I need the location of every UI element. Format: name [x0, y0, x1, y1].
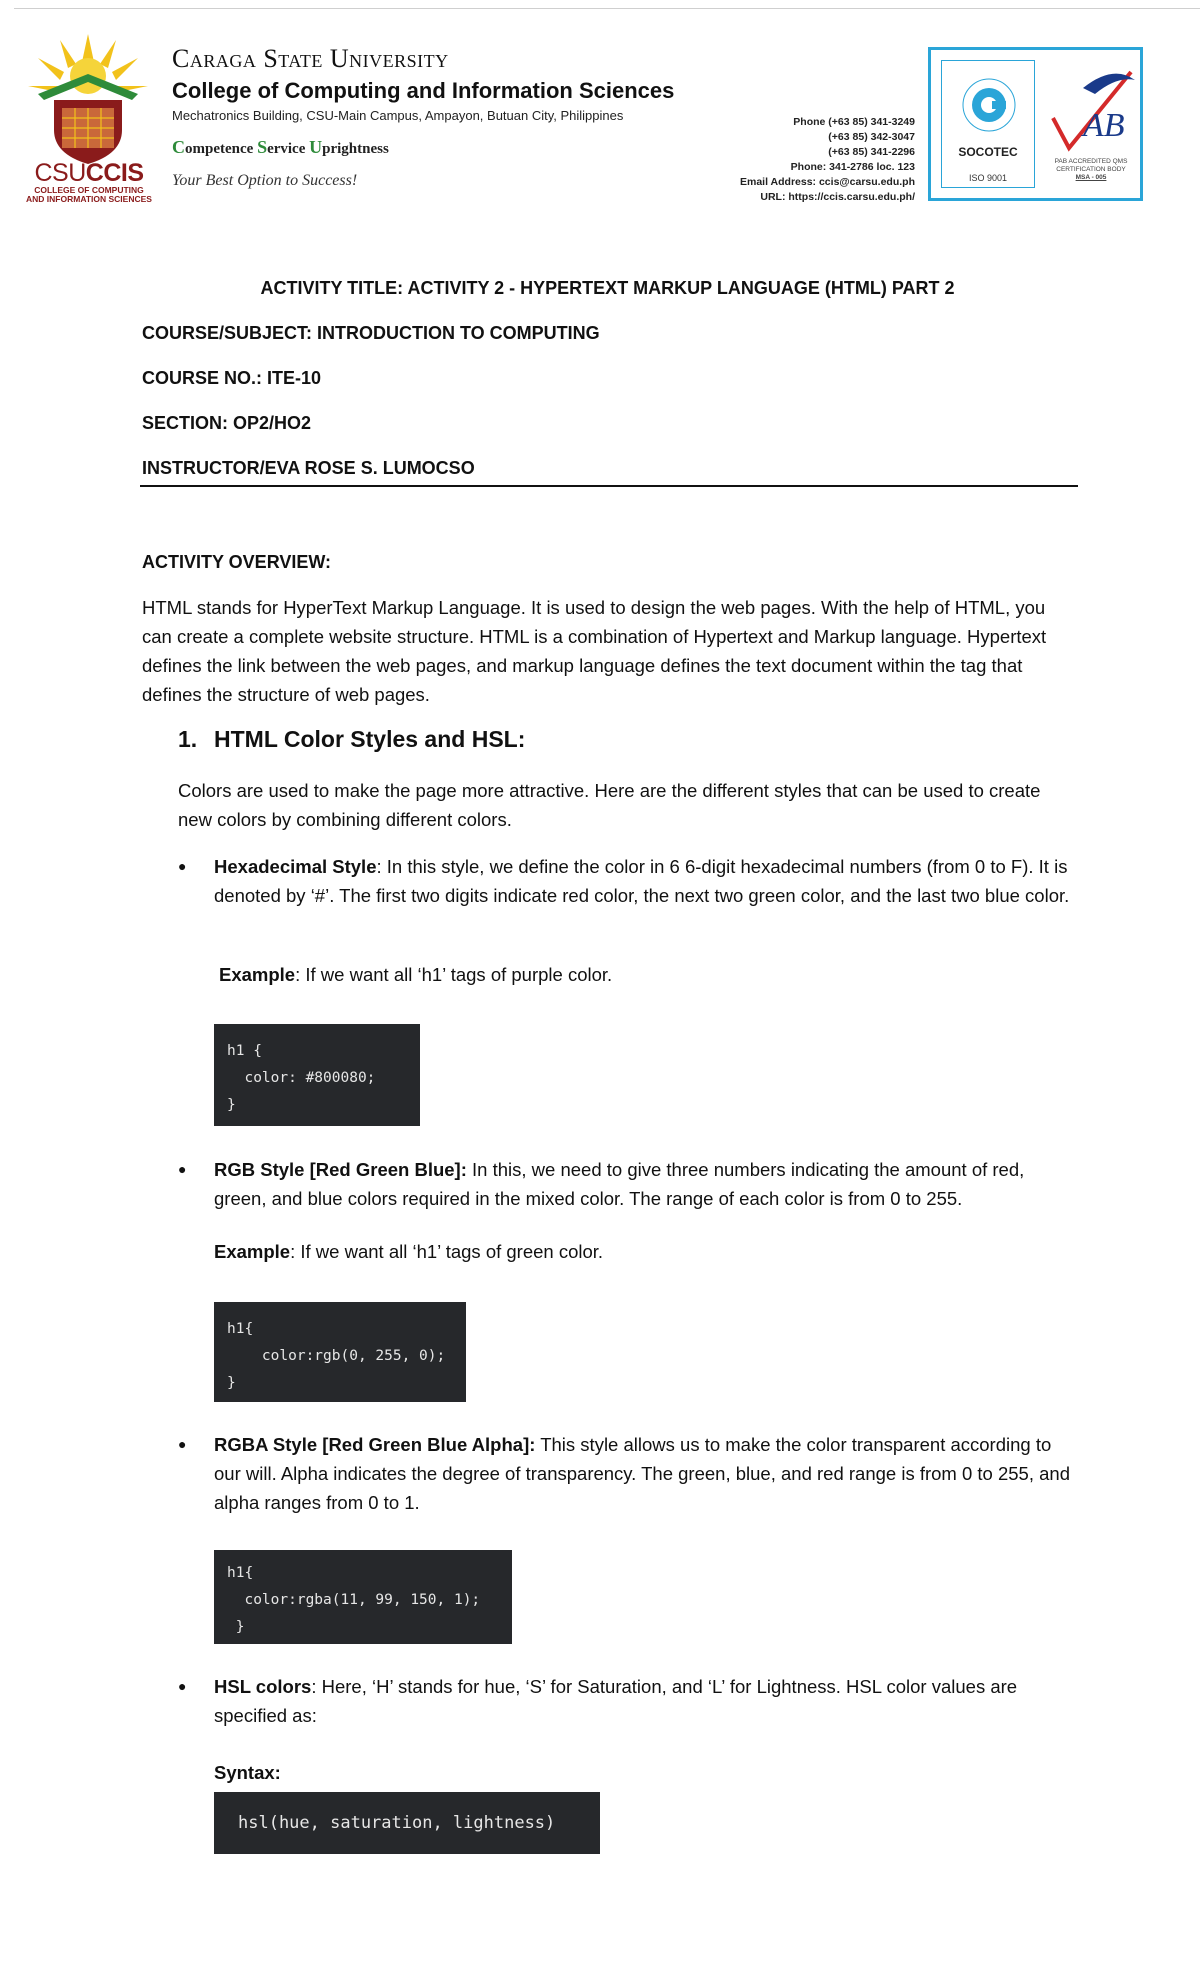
info-divider [140, 485, 1078, 487]
letterhead [0, 0, 1200, 230]
example-text: Example: If we want all ‘h1’ tags of green color. [214, 1241, 604, 1262]
activity-title: ACTIVITY TITLE: ACTIVITY 2 - HYPERTEXT MARKUP LANGUAGE (HTML) PART 2 [260, 278, 955, 298]
contact-line: (+63 85) 341-2296 [828, 146, 915, 158]
college-motto: Competence Service Uprightness [172, 137, 389, 157]
pab-logo-icon [1043, 58, 1139, 154]
code-block-rgba: h1{ color:rgba(11, 99, 150, 1); } [214, 1550, 512, 1644]
code-block-hsl: hsl(hue, saturation, lightness) [214, 1792, 600, 1854]
socotec-logo-icon [942, 61, 1036, 141]
overview-paragraph: HTML stands for HyperText Markup Language. It is used to design the web pages. With the help of HTML, you can create a complete website structure. HTML is a combination of Hypertext and Markup language. Hypertext defines the link between the web pages, and markup language defines the text document within the tag that defines the structure of web pages. [142, 597, 1047, 705]
overview-heading: ACTIVITY OVERVIEW: [142, 552, 332, 572]
socotec-badge: SOCOTEC ISO 9001 [941, 60, 1035, 188]
college-tagline: Your Best Option to Success! [172, 172, 358, 189]
contact-url: URL: https://ccis.carsu.edu.ph/ [760, 191, 915, 203]
certification-badges [928, 47, 1143, 201]
section-heading: 1. HTML Color Styles and HSL: [178, 726, 526, 752]
contact-line: Phone: 341-2786 loc. 123 [790, 161, 915, 173]
contact-line: Phone (+63 85) 341-3249 [793, 116, 915, 128]
university-name: Caraga State University [172, 44, 449, 73]
course-subject: COURSE/SUBJECT: INTRODUCTION TO COMPUTING [142, 323, 600, 343]
course-section: SECTION: OP2/HO2 [142, 413, 312, 433]
bullet-icon: ● [178, 1161, 187, 1177]
college-name: College of Computing and Information Sciences [172, 78, 675, 103]
logo-wordmark: CSUCCIS COLLEGE OF COMPUTING AND INFORMATION SCIENCES [26, 159, 152, 204]
svg-text:AB: AB [1083, 107, 1125, 144]
code-block-hex: h1 { color: #800080; } [214, 1024, 420, 1126]
syntax-label: Syntax: [214, 1762, 281, 1783]
contact-info [740, 115, 915, 205]
code-block-rgb: h1{ color:rgb(0, 255, 0); } [214, 1302, 466, 1402]
bullet-icon: ● [178, 1678, 187, 1694]
contact-email: Email Address: ccis@carsu.edu.ph [740, 176, 915, 188]
contact-line: (+63 85) 342-3047 [828, 131, 915, 143]
example-text: Example: If we want all ‘h1’ tags of purple color. [219, 964, 613, 985]
course-number: COURSE NO.: ITE-10 [142, 368, 322, 388]
sunburst-shield-icon [20, 30, 156, 165]
course-instructor: INSTRUCTOR/EVA ROSE S. LUMOCSO [142, 458, 475, 478]
bullet-icon: ● [178, 1436, 187, 1452]
pab-badge: AB PAB ACCREDITED QMS CERTIFICATION BODY MSA - 005 [1043, 58, 1139, 190]
bullet-icon: ● [178, 858, 187, 874]
college-address: Mechatronics Building, CSU-Main Campus, Ampayon, Butuan City, Philippines [172, 108, 624, 123]
section-intro: Colors are used to make the page more attractive. Here are the different styles that can be used to create new colors by combining different colors. [178, 780, 1041, 830]
